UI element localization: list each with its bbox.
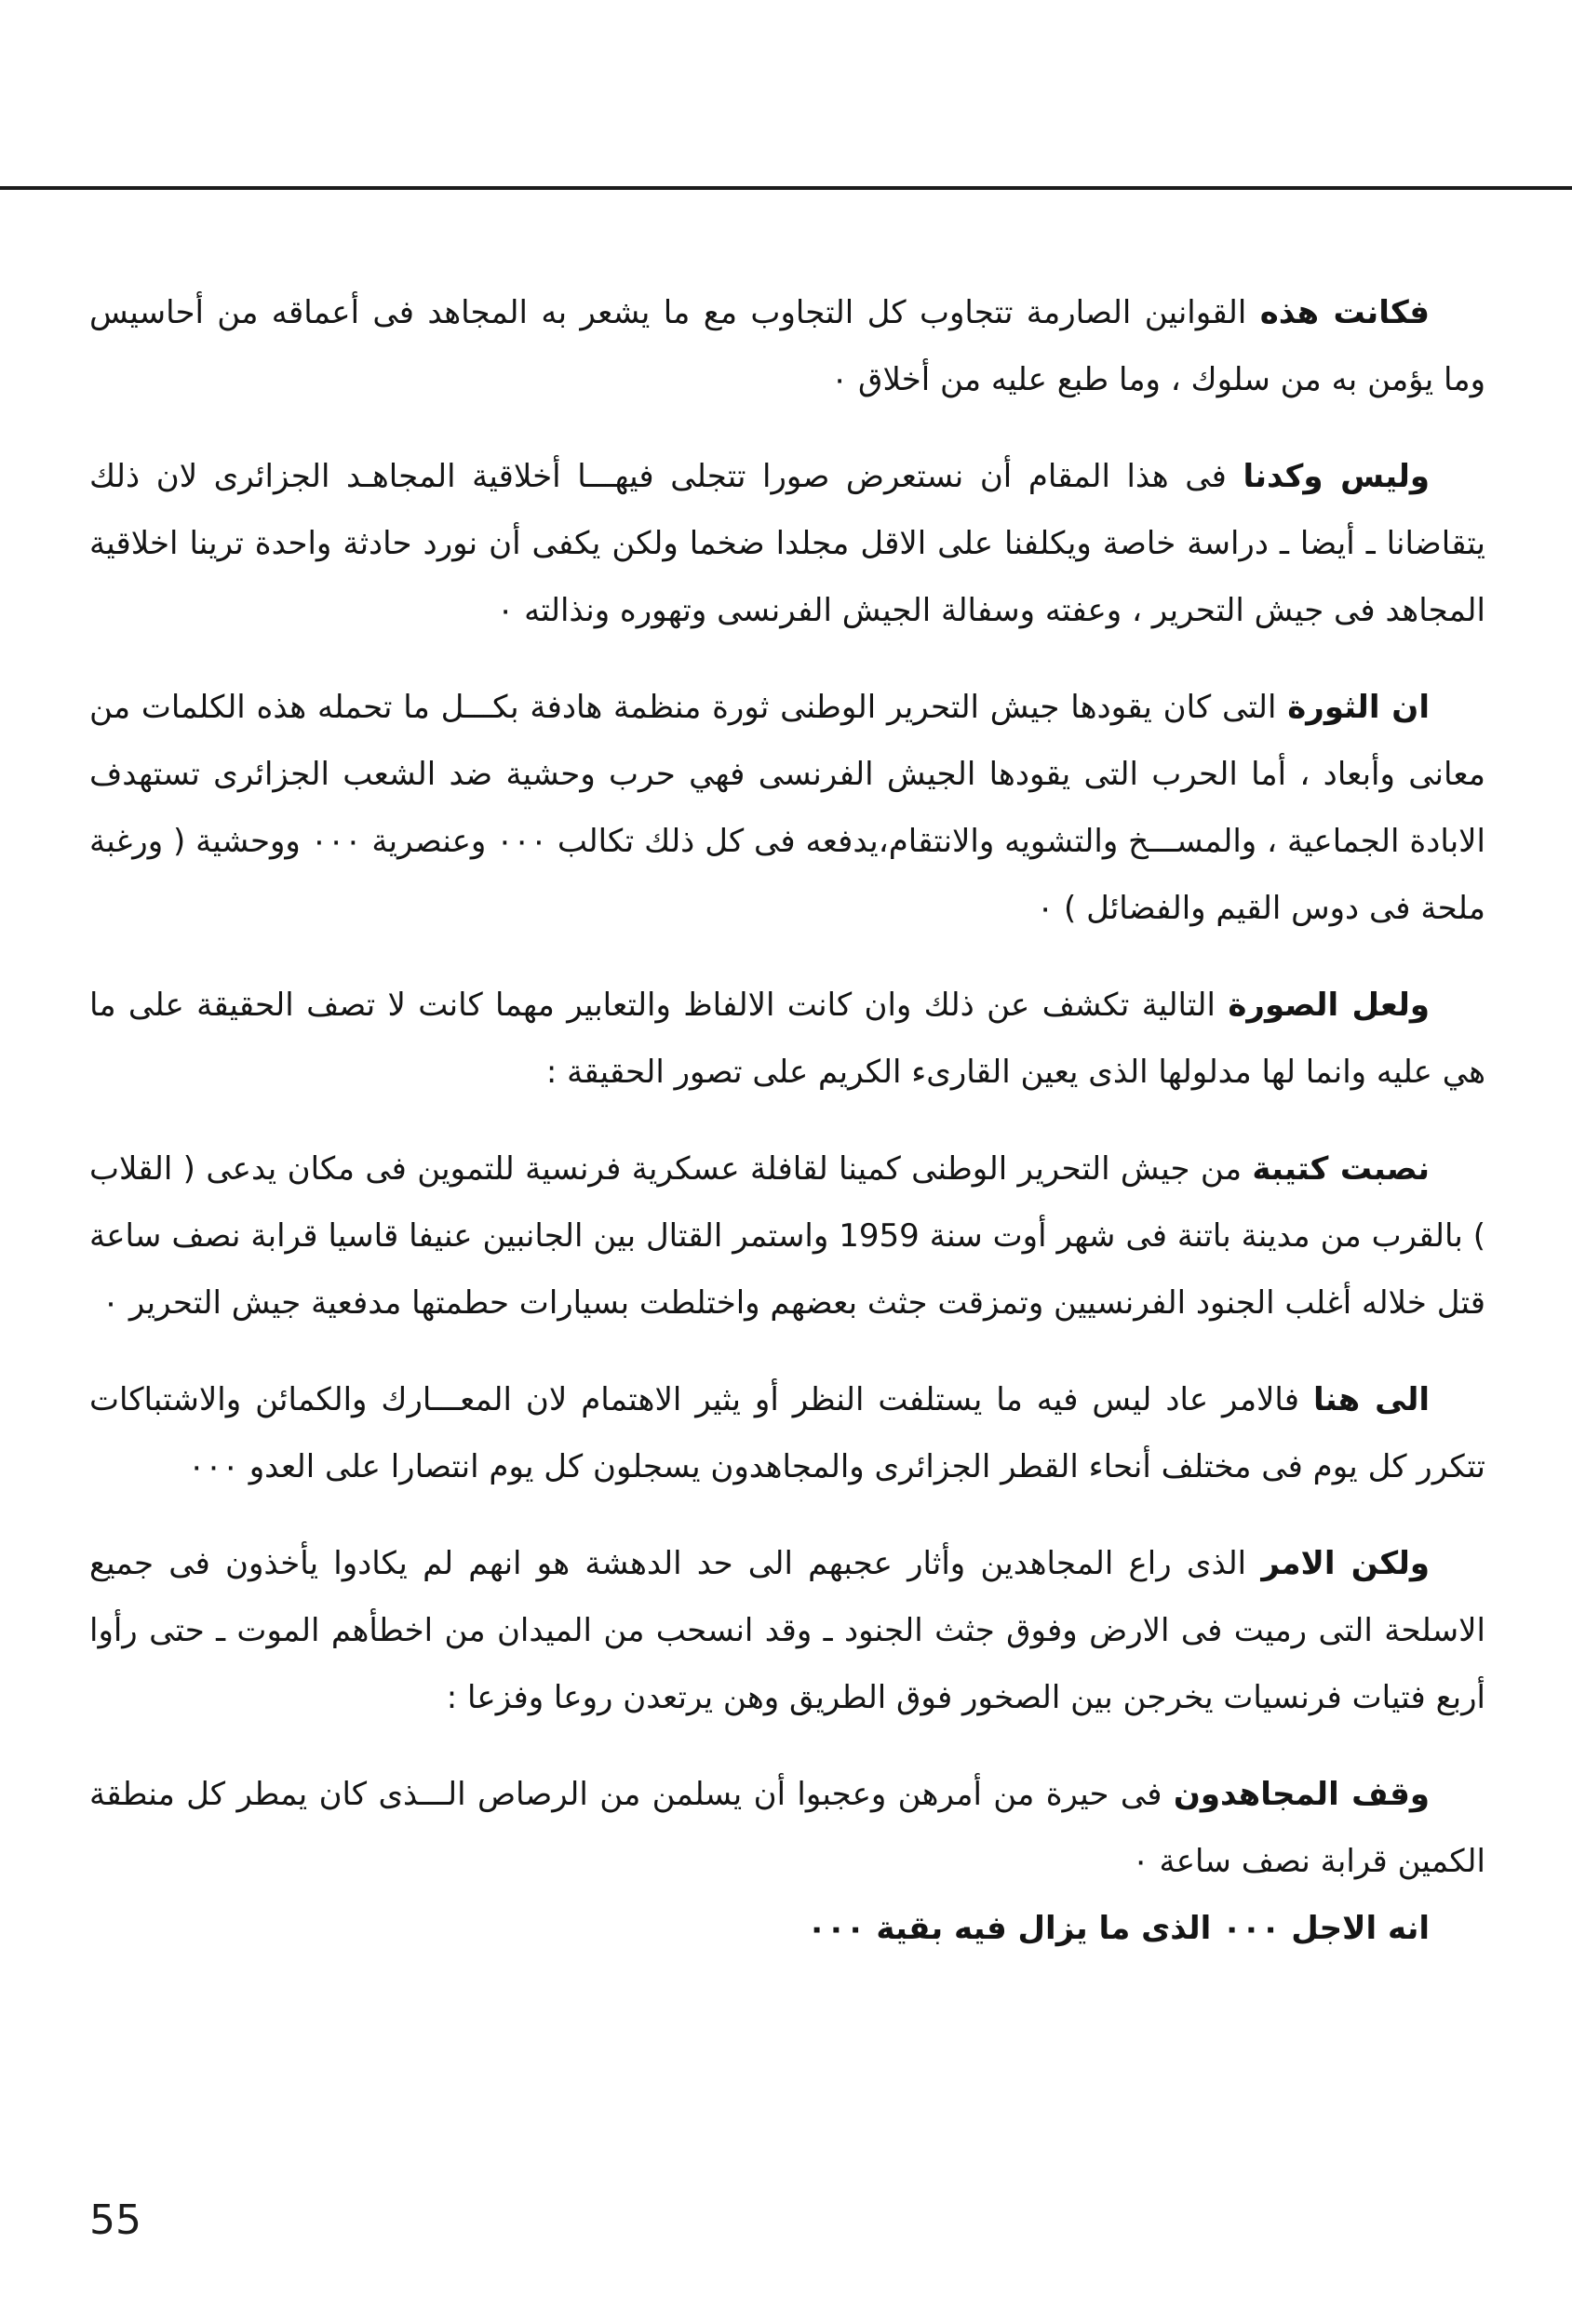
paragraph-lead: نصبت كتيبة [1252, 1150, 1430, 1188]
paragraph [89, 443, 1485, 644]
paragraph-text: الذى راع المجاهدين وأثار عجبهم الى حد الدهشة هو انهم لم يكادوا يأخذون فى جميع الاسلحة التى رميت فى الارض وفوق جثث الجنود ـ وقد انسحب من الميدان من اخطأهم الموت ـ حتى رأوا أربع فتيات فرنسيات يخرجن بين الصخور فوق الطريق وهن يرتعدن روعا وفزعا : [89, 1545, 1485, 1716]
paragraph-text: من جيش التحرير الوطنى كمينا لقافلة عسكرية فرنسية للتموين فى مكان يدعى ( القلاب ) بالقرب من مدينة باتنة فى شهر أوت سنة 1959 واستمر القتال بين الجانبين عنيفا قاسيا قرابة نصف ساعة قتل خلاله أغلب الجنود الفرنسيين وتمزقت جثث بعضهم واختلطت بسيارات حطمتها مدفعية جيش التحرير ٠ [89, 1150, 1485, 1322]
paragraph [89, 1530, 1485, 1731]
paragraph-text: فى حيرة من أمرهن وعجبوا أن يسلمن من الرصاص الـــذى كان يمطر كل منطقة الكمين قرابة نصف ساعة ٠ [89, 1776, 1485, 1880]
paragraph-lead: ولعل الصورة [1228, 987, 1430, 1024]
paragraph-text: فالامر عاد ليس فيه ما يستلفت النظر أو يثير الاهتمام لان المعـــارك والكمائن والاشتباكات تتكرر كل يوم فى مختلف أنحاء القطر الجزائرى والمجاهدون يسجلون كل يوم انتصارا على العدو ٠٠٠ [89, 1381, 1485, 1485]
page-number: 55 [89, 2196, 141, 2244]
paragraph-lead: فكانت هذه [1259, 294, 1431, 331]
paragraph-lead: وقف المجاهدون [1173, 1776, 1431, 1813]
paragraph-lead: ولكن الامر [1261, 1545, 1430, 1582]
paragraph-lead: وليس وكدنا [1243, 458, 1430, 495]
paragraph-text: القوانين الصارمة تتجاوب كل التجاوب مع ما يشعر به المجاهد فى أعماقه من أحاسيس وما يؤمن به من سلوك ، وما طبع عليه من أخلاق ٠ [89, 294, 1485, 398]
paragraph [89, 1366, 1485, 1500]
paragraph [89, 674, 1485, 942]
paragraph-lead: ان الثورة [1287, 689, 1430, 726]
paragraph [89, 1135, 1485, 1337]
paragraph [89, 279, 1485, 413]
paragraph-lead: الى هنا [1312, 1381, 1430, 1418]
paragraph-text: فى هذا المقام أن نستعرض صورا تتجلى فيهـــا أخلاقية المجاهـد الجزائرى لان ذلك يتقاضانا ـ أيضا ـ دراسة خاصة ويكلفنا على الاقل مجلدا ضخما ولكن يكفى أن نورد حادثة واحدة ترينا اخلاقية المجاهد فى جيش التحرير ، وعفته وسفالة الجيش الفرنسى وتهوره ونذالته ٠ [89, 458, 1485, 629]
header-rule [0, 186, 1572, 190]
paragraph [89, 972, 1485, 1106]
paragraph-text: التى كان يقودها جيش التحرير الوطنى ثورة منظمة هادفة بكـــل ما تحمله هذه الكلمات من معانى وأبعاد ، أما الحرب التى يقودها الجيش الفرنسى فهي حرب وحشية ضد الشعب الجزائرى تستهدف الابادة الجماعية ، والمســـخ والتشويه والانتقام،يدفعه فى كل ذلك تكالب ٠٠٠ وعنصرية ٠٠٠ ووحشية ( ورغبة ملحة فى دوس القيم والفضائل ) ٠ [89, 689, 1485, 927]
paragraph-text: التالية تكشف عن ذلك وان كانت الالفاظ والتعابير مهما كانت لا تصف الحقيقة على ما هي عليه وانما لها مدلولها الذى يعين القارىء الكريم على تصور الحقيقة : [89, 987, 1485, 1091]
closing-line: انه الاجل ٠٠٠ الذى ما يزال فيه بقية ٠٠٠ [807, 1910, 1430, 1947]
paragraph [89, 1761, 1485, 1895]
body-text [89, 279, 1485, 1992]
